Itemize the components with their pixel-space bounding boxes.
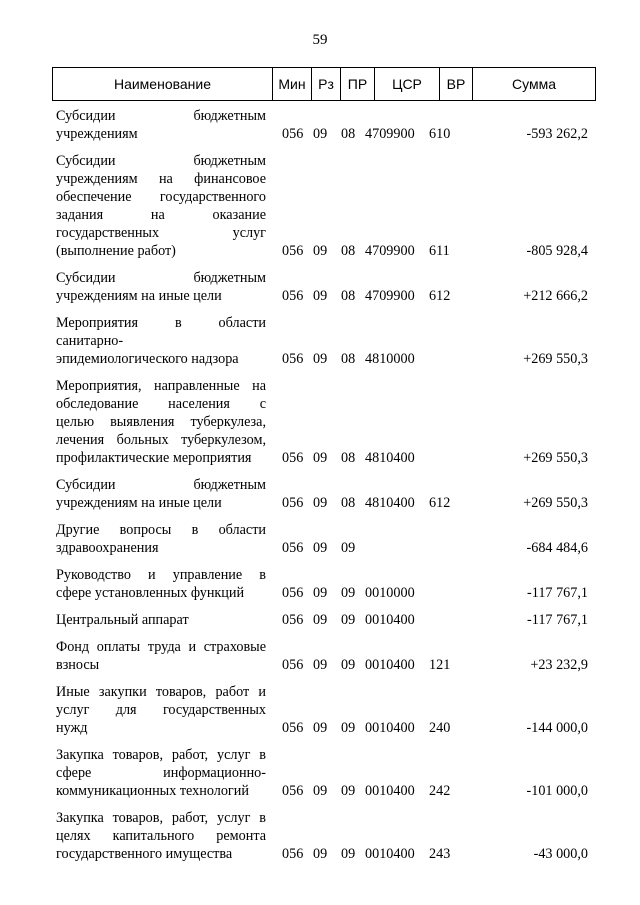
cell-min: 056	[282, 657, 304, 673]
cell-min: 056	[282, 288, 304, 304]
table-row	[56, 107, 596, 143]
row-name-line: сфере информационно-	[56, 765, 266, 781]
row-name-line: сфере установленных функций	[56, 585, 245, 601]
cell-rz: 09	[313, 351, 328, 367]
cell-csr: 4810000	[365, 351, 415, 367]
cell-vr: 121	[429, 657, 451, 673]
row-name	[56, 107, 266, 143]
cell-rz: 09	[313, 612, 328, 628]
cell-min: 056	[282, 243, 304, 259]
row-name-line: нужд	[56, 720, 88, 736]
cell-pr: 08	[341, 243, 356, 259]
header-min: Мин	[273, 68, 312, 100]
row-name-line: санитарно-	[56, 333, 124, 349]
cell-min: 056	[282, 846, 304, 862]
table-row	[56, 476, 596, 512]
cell-csr: 0010400	[365, 612, 415, 628]
cell-pr: 08	[341, 126, 356, 142]
row-name	[56, 521, 266, 557]
row-name-line: Субсидии бюджетным	[56, 477, 266, 493]
header-sum: Сумма	[512, 76, 556, 92]
table-row	[56, 683, 596, 737]
row-name-line: обеспечение государственного	[56, 189, 266, 205]
cell-pr: 09	[341, 846, 356, 862]
row-name	[56, 476, 266, 512]
cell-pr: 08	[341, 288, 356, 304]
cell-sum: -101 000,0	[526, 783, 588, 799]
row-name-line: коммуникационных технологий	[56, 783, 249, 799]
cell-sum: -43 000,0	[533, 846, 588, 862]
row-name-line: Закупка товаров, работ, услуг в	[56, 747, 266, 763]
row-name	[56, 377, 266, 467]
cell-vr: 612	[429, 288, 451, 304]
row-name	[56, 152, 266, 260]
cell-pr: 09	[341, 540, 356, 556]
cell-rz: 09	[313, 495, 328, 511]
cell-min: 056	[282, 540, 304, 556]
header-pr: ПР	[341, 68, 375, 100]
cell-rz: 09	[313, 243, 328, 259]
cell-pr: 09	[341, 612, 356, 628]
cell-csr: 4810400	[365, 450, 415, 466]
cell-min: 056	[282, 495, 304, 511]
header-vr: ВР	[440, 68, 473, 100]
cell-sum: -117 767,1	[527, 612, 588, 628]
cell-rz: 09	[313, 126, 328, 142]
table-row	[56, 152, 596, 260]
row-name-line: Субсидии бюджетным	[56, 108, 266, 124]
row-name-line: целях капитального ремонта	[56, 828, 266, 844]
cell-sum: +269 550,3	[523, 351, 588, 367]
row-name-line: (выполнение работ)	[56, 243, 176, 259]
row-name-line: задания на оказание	[56, 207, 266, 223]
cell-rz: 09	[313, 657, 328, 673]
cell-csr: 0010400	[365, 720, 415, 736]
cell-rz: 09	[313, 540, 328, 556]
cell-sum: -117 767,1	[527, 585, 588, 601]
cell-vr: 611	[429, 243, 450, 259]
row-name-line: государственных услуг	[56, 225, 266, 241]
cell-csr: 0010400	[365, 783, 415, 799]
row-name-line: Руководство и управление в	[56, 567, 266, 583]
page-number: 59	[312, 32, 328, 48]
cell-csr: 4709900	[365, 288, 415, 304]
cell-sum: -805 928,4	[526, 243, 588, 259]
row-name-line: эпидемиологического надзора	[56, 351, 239, 367]
row-name-line: Субсидии бюджетным	[56, 153, 266, 169]
row-name	[56, 269, 266, 305]
table-row	[56, 746, 596, 800]
cell-rz: 09	[313, 288, 328, 304]
cell-sum: -593 262,2	[526, 126, 588, 142]
cell-csr: 4810400	[365, 495, 415, 511]
table-row	[56, 521, 596, 557]
row-name-line: услуг для государственных	[56, 702, 266, 718]
row-name-line: государственного имущества	[56, 846, 233, 862]
cell-pr: 08	[341, 495, 356, 511]
cell-vr: 612	[429, 495, 451, 511]
cell-min: 056	[282, 612, 304, 628]
cell-pr: 09	[341, 657, 356, 673]
cell-rz: 09	[313, 783, 328, 799]
row-name-line: обследование населения с	[56, 396, 266, 412]
cell-min: 056	[282, 585, 304, 601]
row-name-line: здравоохранения	[56, 540, 159, 556]
cell-rz: 09	[313, 585, 328, 601]
row-name	[56, 746, 266, 800]
cell-pr: 09	[341, 783, 356, 799]
row-name-line: Закупка товаров, работ, услуг в	[56, 810, 266, 826]
cell-rz: 09	[313, 846, 328, 862]
table-row	[56, 566, 596, 602]
header-csr: ЦСР	[375, 68, 440, 100]
row-name	[56, 638, 266, 674]
row-name-line: Фонд оплаты труда и страховые	[56, 639, 266, 655]
cell-sum: +23 232,9	[530, 657, 588, 673]
row-name	[56, 611, 266, 629]
table-row	[56, 638, 596, 674]
row-name-line: Мероприятия в области	[56, 315, 266, 331]
table-row	[56, 269, 596, 305]
cell-min: 056	[282, 783, 304, 799]
table-body	[56, 107, 596, 872]
row-name	[56, 566, 266, 602]
row-name-line: учреждениям на финансовое	[56, 171, 266, 187]
row-name-line: Другие вопросы в области	[56, 522, 266, 538]
cell-pr: 09	[341, 720, 356, 736]
cell-sum: -684 484,6	[526, 540, 588, 556]
row-name-line: учреждениям на иные цели	[56, 495, 222, 511]
header-rz: Рз	[312, 68, 341, 100]
cell-min: 056	[282, 126, 304, 142]
cell-vr: 242	[429, 783, 451, 799]
cell-sum: +269 550,3	[523, 450, 588, 466]
cell-pr: 08	[341, 351, 356, 367]
table-row	[56, 611, 596, 629]
cell-rz: 09	[313, 450, 328, 466]
table-row	[56, 377, 596, 467]
row-name-line: Центральный аппарат	[56, 612, 189, 628]
cell-min: 056	[282, 720, 304, 736]
cell-pr: 09	[341, 585, 356, 601]
row-name	[56, 683, 266, 737]
cell-csr: 4709900	[365, 126, 415, 142]
row-name-line: лечения больных туберкулезом,	[56, 432, 266, 448]
row-name-line: Мероприятия, направленные на	[56, 378, 266, 394]
table-row	[56, 809, 596, 863]
cell-vr: 610	[429, 126, 451, 142]
row-name	[56, 809, 266, 863]
table-header	[52, 67, 596, 101]
cell-sum: +212 666,2	[523, 288, 588, 304]
row-name-line: взносы	[56, 657, 100, 673]
header-name: Наименование	[53, 68, 273, 100]
cell-min: 056	[282, 351, 304, 367]
cell-sum: -144 000,0	[526, 720, 588, 736]
cell-csr: 4709900	[365, 243, 415, 259]
row-name-line: учреждениям	[56, 126, 138, 142]
cell-vr: 240	[429, 720, 451, 736]
row-name-line: Иные закупки товаров, работ и	[56, 684, 266, 700]
cell-pr: 08	[341, 450, 356, 466]
row-name-line: целью выявления туберкулеза,	[56, 414, 266, 430]
cell-csr: 0010400	[365, 657, 415, 673]
cell-sum: +269 550,3	[523, 495, 588, 511]
row-name	[56, 314, 266, 368]
row-name-line: учреждениям на иные цели	[56, 288, 222, 304]
table-row	[56, 314, 596, 368]
cell-rz: 09	[313, 720, 328, 736]
row-name-line: Субсидии бюджетным	[56, 270, 266, 286]
row-name-line: профилактические мероприятия	[56, 450, 252, 466]
cell-vr: 243	[429, 846, 451, 862]
cell-min: 056	[282, 450, 304, 466]
cell-csr: 0010400	[365, 846, 415, 862]
cell-csr: 0010000	[365, 585, 415, 601]
